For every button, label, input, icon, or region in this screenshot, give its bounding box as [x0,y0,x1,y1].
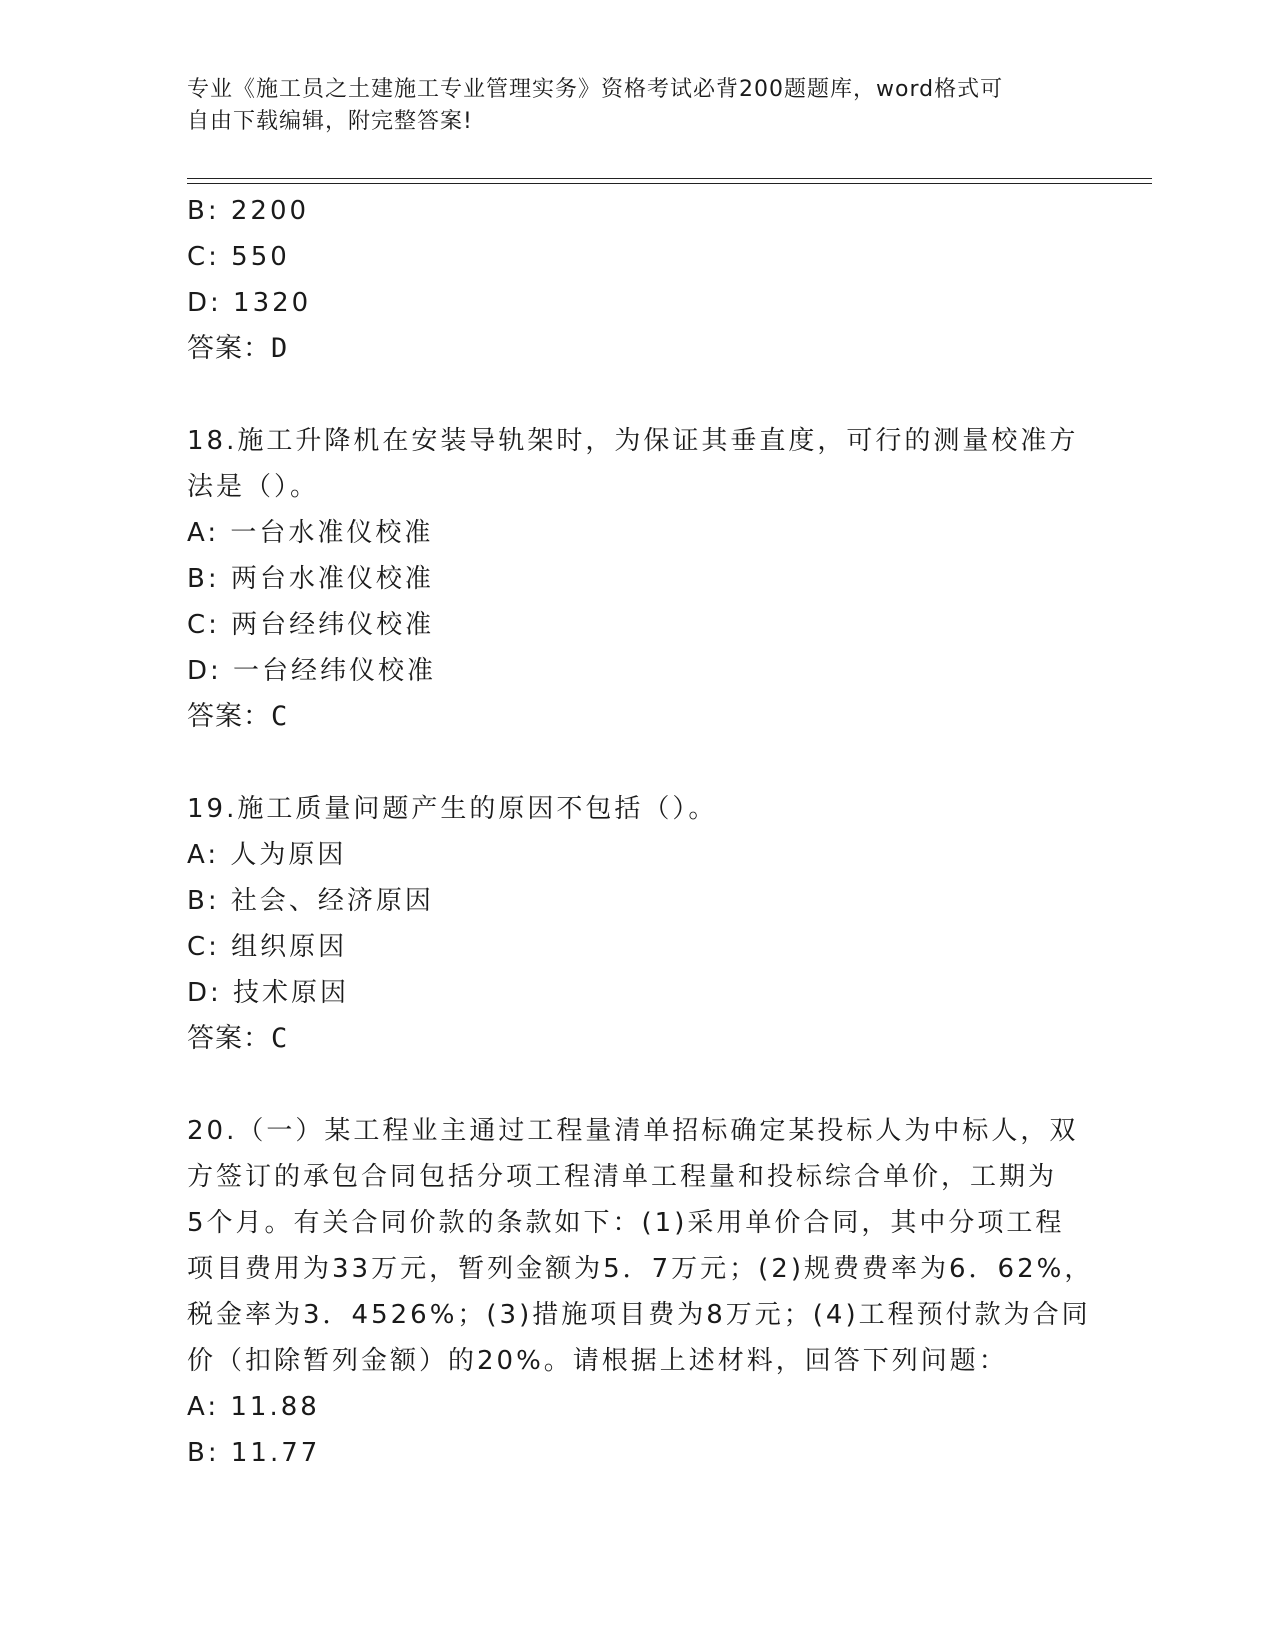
q20-stem-line-2: 方签订的承包合同包括分项工程清单工程量和投标综合单价，工期为 [187,1162,1058,1192]
q20-option-b: B: 11.77 [187,1438,321,1468]
header-divider-bottom [187,183,1152,184]
q19-option-c: C: 组织原因 [187,932,348,962]
q18-answer: 答案：C [187,701,289,732]
q17-answer: 答案：D [187,333,289,364]
q17-option-b: B: 2200 [187,196,310,226]
q20-stem-line-6: 价（扣除暂列金额）的20%。请根据上述材料，回答下列问题： [187,1346,1008,1376]
question-20 [187,1108,1094,1476]
question-list [187,188,1094,1476]
spacer [187,372,1087,418]
q19-stem: 19.施工质量问题产生的原因不包括（）。 [187,794,718,824]
q18-option-a: A: 一台水准仪校准 [187,518,434,548]
question-18 [187,418,1087,740]
header-divider-top [187,178,1152,179]
q18-option-b: B: 两台水准仪校准 [187,564,434,594]
header-title-line-2: 自由下载编辑，附完整答案! [187,109,473,134]
q20-stem-line-5: 税金率为3．4526%；(3)措施项目费为8万元；(4)工程预付款为合同 [187,1300,1091,1330]
q20-option-a: A: 11.88 [187,1392,320,1422]
q18-option-d: D: 一台经纬仪校准 [187,656,437,686]
q19-option-d: D: 技术原因 [187,978,350,1008]
question-17 [187,188,1087,372]
q20-stem-line-1: 20.（一）某工程业主通过工程量清单招标确定某投标人为中标人，双 [187,1116,1079,1146]
q19-option-b: B: 社会、经济原因 [187,886,434,916]
q19-answer: 答案：C [187,1023,289,1054]
q18-option-c: C: 两台经纬仪校准 [187,610,435,640]
q20-stem-line-4: 项目费用为33万元，暂列金额为5．7万元；(2)规费费率为6．62%， [187,1254,1094,1284]
question-19 [187,786,1087,1062]
q17-option-c: C: 550 [187,242,290,272]
q20-stem-line-3: 5个月。有关合同价款的条款如下：(1)采用单价合同，其中分项工程 [187,1208,1065,1238]
spacer [187,740,1087,786]
q19-option-a: A: 人为原因 [187,840,347,870]
spacer [187,1062,1087,1108]
q18-stem-line-2: 法是（）。 [187,472,320,502]
document-header [187,74,1067,138]
q18-stem-line-1: 18.施工升降机在安装导轨架时，为保证其垂直度，可行的测量校准方 [187,426,1079,456]
header-title-line-1: 专业《施工员之土建施工专业管理实务》资格考试必背200题题库，word格式可 [187,77,1004,102]
q17-option-d: D: 1320 [187,288,312,318]
